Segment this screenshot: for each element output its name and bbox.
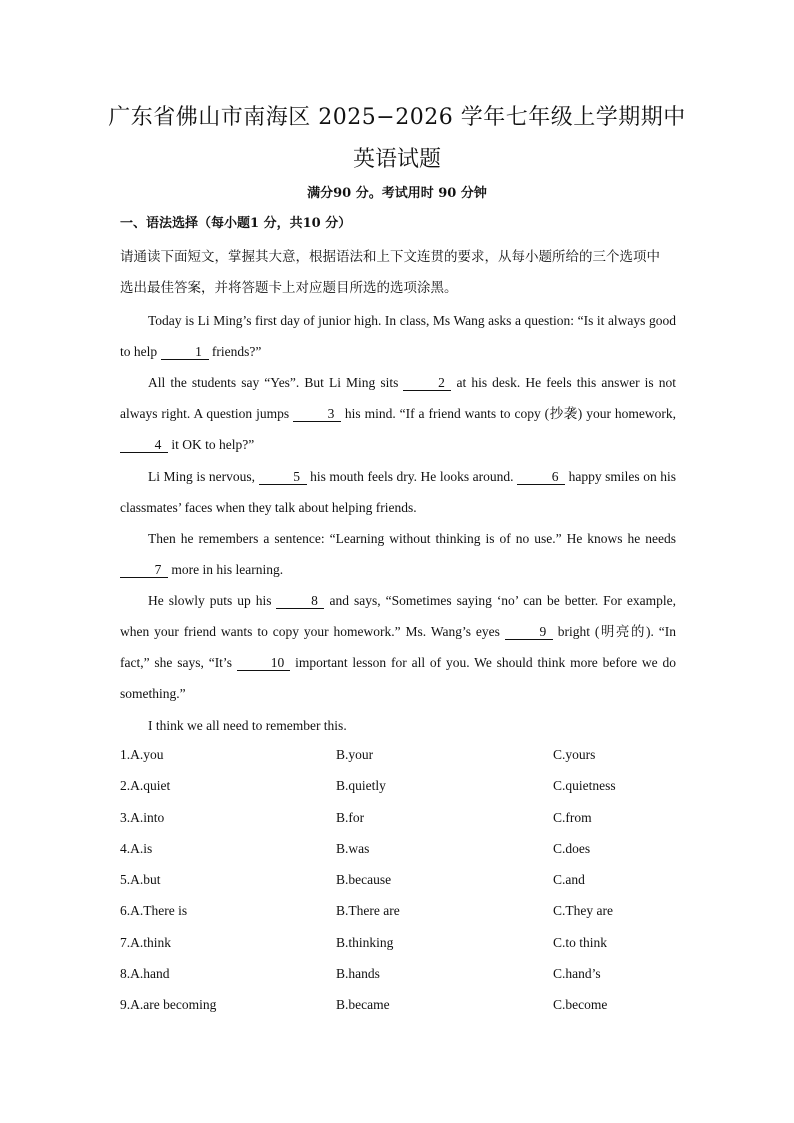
passage-text: happy smiles on his classmates’ faces when they talk about helping friends. bbox=[120, 469, 677, 515]
passage-paragraph-3 bbox=[120, 461, 676, 523]
passage-text: friends?” bbox=[208, 344, 262, 359]
option-b: B.because bbox=[336, 872, 392, 888]
option-c: C.to think bbox=[553, 934, 608, 950]
exam-title: 广东省佛山市南海区 2025−2026 学年七年级上学期期中 bbox=[108, 105, 686, 130]
option-a: 7.A.think bbox=[120, 934, 172, 950]
option-b: B.quietly bbox=[336, 778, 386, 794]
option-c: C.yours bbox=[553, 747, 596, 762]
passage-paragraph-2 bbox=[120, 367, 676, 460]
question-row bbox=[120, 991, 680, 1022]
blank-2: 2 bbox=[403, 376, 451, 391]
option-b: B.for bbox=[336, 809, 365, 825]
option-b: B.There are bbox=[336, 903, 400, 919]
option-a: 1.A.you bbox=[120, 747, 164, 762]
blank-9: 9 bbox=[505, 625, 553, 640]
blank-8: 8 bbox=[276, 594, 324, 609]
option-a: 4.A.is bbox=[120, 840, 153, 856]
option-a: 9.A.are becoming bbox=[120, 997, 217, 1013]
option-c: C.quietness bbox=[553, 778, 616, 794]
passage-text: it OK to help?” bbox=[168, 437, 255, 452]
option-c: C.does bbox=[553, 840, 591, 856]
blank-10: 10 bbox=[237, 656, 291, 671]
question-row bbox=[120, 960, 680, 991]
option-a: 2.A.quiet bbox=[120, 778, 171, 794]
option-a: 6.A.There is bbox=[120, 903, 188, 919]
option-c: C.hand’s bbox=[553, 966, 601, 982]
blank-4: 4 bbox=[120, 438, 168, 453]
passage-text: All the students say “Yes”. But Li Ming sits bbox=[148, 375, 404, 390]
passage-text: his mind. “If a friend wants to copy (抄袭) your homework, bbox=[341, 406, 676, 421]
passage-paragraph-6: I think we all need to remember this. bbox=[148, 718, 347, 733]
question-row bbox=[120, 772, 680, 803]
option-c: C.from bbox=[553, 809, 592, 825]
passage-text: bright (明亮的). “In fact,” she says, “It’s bbox=[120, 624, 677, 670]
blank-1: 1 bbox=[161, 345, 209, 360]
question-row bbox=[120, 741, 680, 772]
blank-5: 5 bbox=[259, 470, 307, 485]
option-b: B.your bbox=[336, 747, 374, 762]
option-c: C.and bbox=[553, 872, 585, 888]
exam-subject-title: 英语试题 bbox=[352, 147, 441, 172]
passage-text: more in his learning. bbox=[168, 562, 284, 577]
option-a: 5.A.but bbox=[120, 872, 161, 888]
question-row bbox=[120, 929, 680, 960]
passage-paragraph-1 bbox=[120, 305, 676, 367]
blank-3: 3 bbox=[293, 407, 341, 422]
passage-text: Today is Li Ming’s first day of junior high. In class, Ms Wang asks a question: “Is it always good to help bbox=[120, 313, 676, 359]
option-b: B.became bbox=[336, 997, 390, 1013]
blank-7: 7 bbox=[120, 563, 168, 578]
passage-text: Then he remembers a sentence: “Learning without thinking is of no use.” He knows he needs bbox=[148, 531, 676, 546]
passage-text: at his desk. He feels this answer is not always right. A question jumps bbox=[120, 375, 676, 421]
passage-text: and says, “Sometimes saying ‘no’ can be better. For example, when your friend wants to copy your homework.” Ms. Wang’s eyes bbox=[120, 593, 676, 639]
question-row bbox=[120, 897, 680, 928]
section-heading: 一、语法选择（每小题1 分，共10 分） bbox=[120, 216, 352, 231]
option-b: B.thinking bbox=[336, 934, 394, 950]
option-b: B.was bbox=[336, 840, 370, 856]
exam-score-time: 满分90 分。考试用时 90 分钟 bbox=[307, 186, 487, 201]
passage-text: Li Ming is nervous, bbox=[148, 469, 259, 484]
option-c: C.They are bbox=[553, 903, 613, 919]
instruction-line-2: 选出最佳答案，并将答题卡上对应题目所选的选项涂黑。 bbox=[120, 280, 458, 296]
question-row bbox=[120, 835, 680, 866]
question-row bbox=[120, 866, 680, 897]
option-c: C.become bbox=[553, 997, 608, 1013]
blank-6: 6 bbox=[517, 470, 565, 485]
option-a: 3.A.into bbox=[120, 809, 165, 825]
passage-text: important lesson for all of you. We should think more before we do something.” bbox=[120, 655, 677, 701]
instruction-line-1: 请通读下面短文，掌握其大意，根据语法和上下文连贯的要求，从每小题所给的三个选项中 bbox=[120, 249, 660, 265]
passage-paragraph-5 bbox=[120, 585, 676, 709]
option-a: 8.A.hand bbox=[120, 966, 170, 982]
question-row bbox=[120, 804, 680, 835]
passage-text: his mouth feels dry. He looks around. bbox=[306, 469, 518, 484]
option-b: B.hands bbox=[336, 966, 380, 982]
question-options-list bbox=[120, 741, 680, 1023]
passage-paragraph-4 bbox=[120, 523, 676, 585]
passage-text: He slowly puts up his bbox=[148, 593, 277, 608]
